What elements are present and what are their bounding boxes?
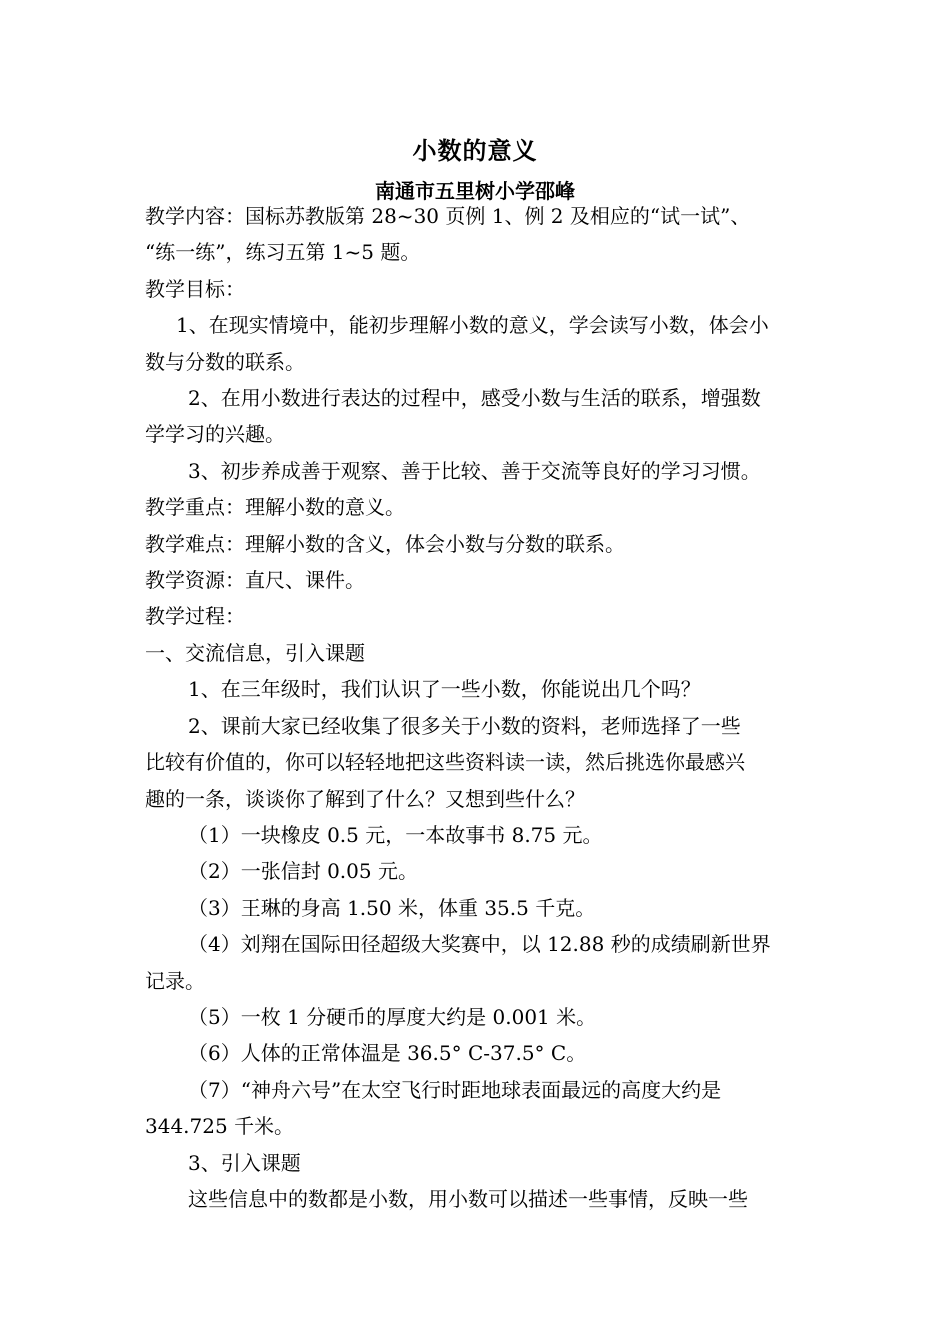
list-item: （4）刘翔在国际田径超级大奖赛中，以 12.88 秒的成绩刷新世界 (188, 932, 771, 957)
text-line: 教学资源：直尺、课件。 (145, 568, 365, 593)
text-line: 1、在三年级时，我们认识了一些小数，你能说出几个吗？ (188, 677, 701, 702)
text-line: “练一练”，练习五第 1~5 题。 (145, 240, 421, 265)
text-line: 教学内容：国标苏教版第 28~30 页例 1、例 2 及相应的“试一试”、 (145, 204, 751, 228)
text-line: 记录。 (145, 968, 205, 993)
document-body (145, 198, 810, 1217)
text-line: 教学难点：理解小数的含义，体会小数与分数的联系。 (145, 531, 625, 556)
text-line: 344.725 千米。 (145, 1114, 295, 1139)
text-line: 学学习的兴趣。 (145, 422, 285, 447)
text-line: 2、在用小数进行表达的过程中，感受小数与生活的联系，增强数 (188, 386, 761, 411)
text-line: 比较有价值的，你可以轻轻地把这些资料读一读，然后挑选你最感兴 (145, 750, 745, 775)
document-title: 小数的意义 (412, 137, 538, 165)
text-line: 3、引入课题 (188, 1150, 301, 1175)
list-item: （1）一块橡皮 0.5 元，一本故事书 8.75 元。 (188, 822, 603, 847)
list-item: （6）人体的正常体温是 36.5° C-37.5° C。 (188, 1041, 587, 1066)
text-line: 这些信息中的数都是小数，用小数可以描述一些事情，反映一些 (188, 1186, 748, 1211)
section-heading: 教学过程： (145, 604, 245, 629)
section-heading: 教学目标： (145, 276, 245, 301)
text-line: 数与分数的联系。 (145, 349, 305, 374)
document-author: 南通市五里树小学邵峰 (375, 179, 575, 203)
text-line: 趣的一条，谈谈你了解到了什么？又想到些什么？ (145, 786, 585, 811)
list-item: （7）“神舟六号”在太空飞行时距地球表面最远的高度大约是 (188, 1077, 722, 1102)
text-line: 2、课前大家已经收集了很多关于小数的资料，老师选择了一些 (188, 713, 741, 738)
list-item: （3）王琳的身高 1.50 米，体重 35.5 千克。 (188, 895, 596, 920)
text-line: 1、在现实情境中，能初步理解小数的意义，学会读写小数，体会小 (176, 313, 769, 338)
text-line: 教学重点：理解小数的意义。 (145, 495, 405, 520)
list-item: （5）一枚 1 分硬币的厚度大约是 0.001 米。 (188, 1004, 597, 1029)
text-line: 3、初步养成善于观察、善于比较、善于交流等良好的学习习惯。 (188, 458, 761, 483)
section-heading: 一、交流信息，引入课题 (145, 640, 365, 665)
list-item: （2）一张信封 0.05 元。 (188, 859, 418, 884)
